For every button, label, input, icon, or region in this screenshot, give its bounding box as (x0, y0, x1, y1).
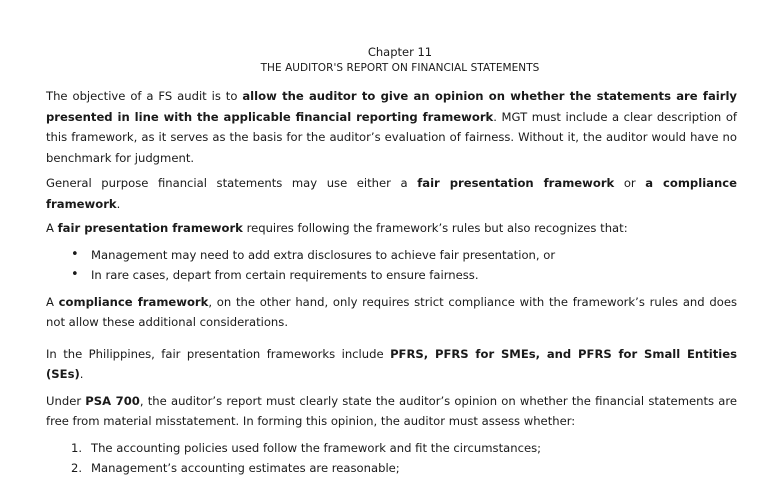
text-run: or (614, 176, 646, 190)
list-number: 2. (71, 460, 83, 475)
text-run: General purpose financial statements may use either a (46, 176, 418, 190)
text-run: The objective of a FS audit is to (46, 89, 243, 103)
paragraph-philippines (46, 344, 737, 385)
paragraph-frameworks (46, 173, 737, 214)
text-run: , on the other hand, only requires strict compliance with the framework’s rules and does not allow these additional considerations. (46, 294, 737, 329)
bullet-marker: • (71, 266, 79, 282)
chapter-heading: Chapter 11 (367, 45, 433, 59)
list-number: 1. (71, 440, 83, 455)
text-run: requires following the framework’s rules but also recognizes that: (242, 221, 628, 235)
text-run: Under (46, 393, 86, 408)
text-run: , the auditor’s report must clearly state the auditor’s opinion on whether the financial statements are free from material misstatement. In forming this opinion, the auditor must assess whether: (46, 393, 738, 428)
list-item (46, 245, 737, 265)
bold-run: PSA 700 (85, 393, 140, 408)
bullet-list (46, 245, 737, 285)
paragraph-psa700 (46, 391, 737, 432)
bold-run: a compliance framework (46, 176, 737, 211)
bold-run: fair presentation framework (417, 176, 615, 190)
bold-run: PFRS, PFRS for SMEs, and PFRS for Small Entities (SEs) (46, 346, 737, 381)
list-item-text: Management’s accounting estimates are reasonable; (91, 460, 400, 475)
bullet-marker: • (71, 246, 79, 262)
list-item-text: Management may need to add extra disclosures to achieve fair presentation, or (91, 247, 556, 262)
text-run: A (46, 221, 58, 235)
paragraph-compliance (46, 292, 737, 333)
chapter-title: THE AUDITOR'S REPORT ON FINANCIAL STATEMENTS (260, 62, 540, 74)
text-run: . (79, 367, 84, 381)
list-item (46, 458, 737, 478)
text-run: In the Philippines, fair presentation frameworks include (46, 346, 391, 361)
text-run: . (116, 196, 121, 211)
document-page (46, 44, 737, 478)
bold-run: allow the auditor to give an opinion on whether the statements are fairly presented in line with the applicable financial reporting framework (46, 89, 737, 124)
paragraph-objective (46, 86, 737, 168)
text-run: . MGT must include a clear description of this framework, as it serves as the basis for the auditor’s evaluation of fairness. Without it, the auditor would have no benchmark for judgment. (46, 109, 738, 165)
text-run: A (46, 294, 59, 309)
bold-run: fair presentation framework (57, 221, 243, 235)
list-item-text: In rare cases, depart from certain requirements to ensure fairness. (91, 267, 479, 282)
list-item-text: The accounting policies used follow the framework and fit the circumstances; (91, 440, 542, 455)
numbered-list (46, 438, 737, 478)
list-item (46, 265, 737, 285)
bold-run: compliance framework (58, 294, 209, 309)
paragraph-fair-presentation (46, 218, 737, 239)
